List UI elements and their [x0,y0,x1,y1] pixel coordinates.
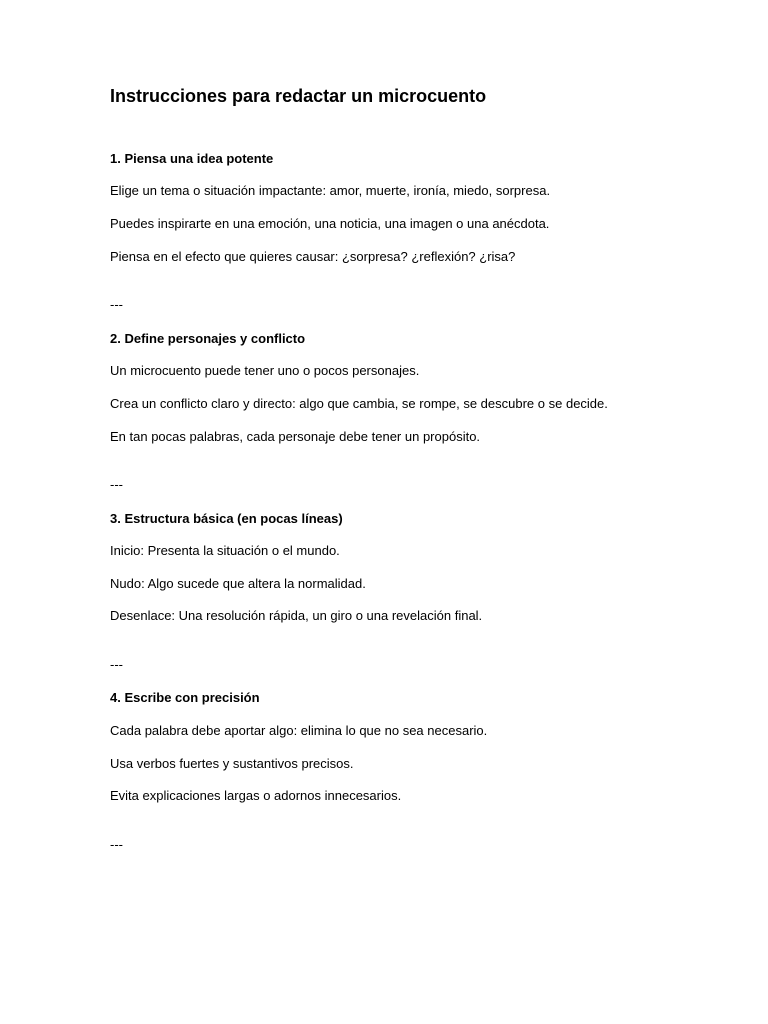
paragraph: Cada palabra debe aportar algo: elimina lo que no sea necesario. [110,723,488,738]
paragraph: Evita explicaciones largas o adornos innecesarios. [110,788,402,803]
paragraph: Crea un conflicto claro y directo: algo que cambia, se rompe, se descubre o se decide. [110,396,608,411]
section-separator: --- [110,297,123,312]
paragraph: Un microcuento puede tener uno o pocos personajes. [110,363,420,378]
paragraph: Desenlace: Una resolución rápida, un giro o una revelación final. [110,608,483,623]
paragraph: Usa verbos fuertes y sustantivos precisos. [110,756,354,771]
paragraph: Piensa en el efecto que quieres causar: ¿sorpresa? ¿reflexión? ¿risa? [110,249,516,264]
paragraph: En tan pocas palabras, cada personaje debe tener un propósito. [110,429,481,444]
section-heading: 3. Estructura básica (en pocas líneas) [110,511,343,526]
section-separator: --- [110,657,123,672]
section-heading: 2. Define personajes y conflicto [110,331,306,346]
document-title: Instrucciones para redactar un microcuento [110,86,487,106]
section-separator: --- [110,837,123,852]
section-heading: 4. Escribe con precisión [110,690,260,705]
paragraph: Nudo: Algo sucede que altera la normalidad. [110,576,366,591]
paragraph: Inicio: Presenta la situación o el mundo. [110,543,340,558]
section-separator: --- [110,477,123,492]
paragraph: Puedes inspirarte en una emoción, una noticia, una imagen o una anécdota. [110,216,550,231]
paragraph: Elige un tema o situación impactante: amor, muerte, ironía, miedo, sorpresa. [110,183,551,198]
section-heading: 1. Piensa una idea potente [110,151,274,166]
